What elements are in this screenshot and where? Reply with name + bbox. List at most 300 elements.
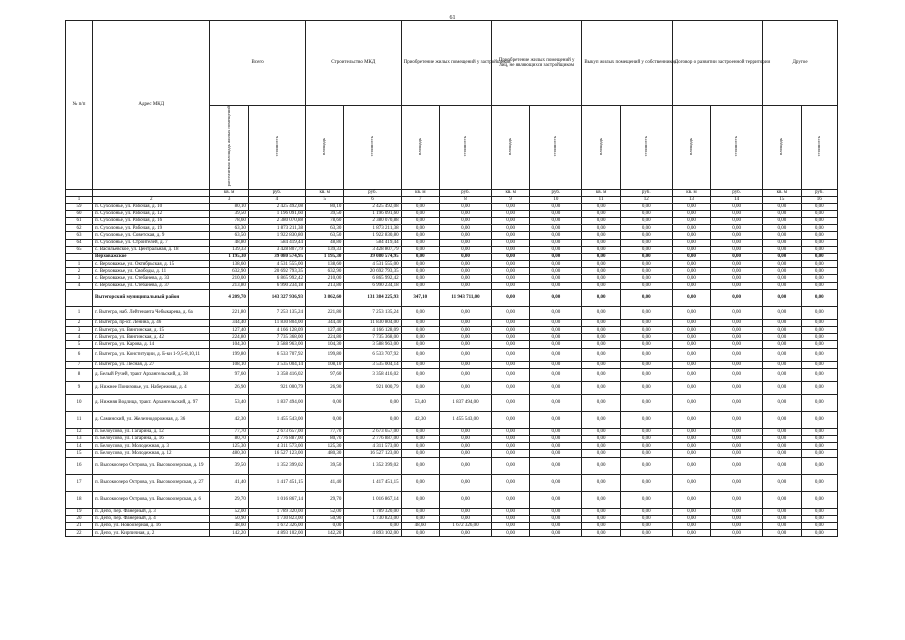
row-value: 0,00 — [530, 435, 582, 442]
row-value: 632,90 — [305, 268, 343, 275]
row-value: 199,80 — [210, 348, 248, 361]
row-value: 0,00 — [401, 435, 439, 442]
row-value: 0,00 — [801, 428, 837, 435]
row-value: 0,00 — [711, 457, 763, 474]
subheader-label: площадь — [597, 137, 603, 155]
table-row — [66, 508, 838, 515]
row-value: 0,00 — [440, 217, 492, 224]
row-value: 0,00 — [530, 217, 582, 224]
row-value: 1 195,30 — [210, 253, 248, 260]
row-value: 1 016 867,14 — [344, 491, 401, 508]
row-value: 0,00 — [763, 474, 801, 491]
row-value: 4 311 573,00 — [248, 443, 305, 450]
row-value: 0,00 — [305, 522, 343, 529]
row-value: 0,00 — [711, 232, 763, 239]
row-value: 0,00 — [530, 253, 582, 260]
row-value: 11 943 711,00 — [440, 289, 492, 306]
row-value: 7 253 135,24 — [344, 306, 401, 319]
row-value: 77,70 — [210, 428, 248, 435]
row-value: 0,00 — [620, 443, 672, 450]
unit-cell: кв. м — [210, 189, 248, 196]
row-value: 0,00 — [672, 428, 710, 435]
row-number: 4 — [66, 334, 93, 341]
row-value: 50,90 — [210, 515, 248, 522]
row-value: 0,00 — [530, 368, 582, 381]
row-value: 2 673 657,00 — [344, 428, 401, 435]
row-value: 1 922 830,80 — [344, 232, 401, 239]
row-value: 0,00 — [440, 334, 492, 341]
row-address: с. Верховажье, ул. Стебанева, д. 37 — [93, 282, 210, 289]
table-row — [66, 515, 838, 522]
row-value: 0,00 — [582, 282, 620, 289]
row-value: 0,00 — [530, 515, 582, 522]
row-number: 1 — [66, 261, 93, 268]
resettlement-table — [65, 20, 838, 537]
row-value: 0,00 — [401, 253, 439, 260]
row-number — [66, 289, 93, 306]
row-value: 0,00 — [344, 411, 401, 428]
subheader-cell — [305, 106, 343, 190]
row-value: 0,00 — [672, 361, 710, 368]
row-value: 78,60 — [305, 217, 343, 224]
row-value: 0,00 — [491, 508, 529, 515]
row-value: 0,00 — [491, 225, 529, 232]
row-value: 3 358 416,02 — [344, 368, 401, 381]
table-row — [66, 450, 838, 457]
row-value: 0,00 — [582, 210, 620, 217]
row-value: 0,00 — [582, 341, 620, 348]
column-number: 1 — [66, 196, 93, 203]
row-value: 29,70 — [305, 491, 343, 508]
row-value: 0,00 — [530, 239, 582, 246]
row-value: 0,00 — [530, 225, 582, 232]
row-number: 59 — [66, 203, 93, 210]
row-value: 0,00 — [440, 306, 492, 319]
row-value: 97,60 — [210, 368, 248, 381]
row-value: 0,00 — [491, 474, 529, 491]
unit-cell: кв. м — [401, 189, 439, 196]
row-value: 0,00 — [491, 253, 529, 260]
subheader-cell — [582, 106, 620, 190]
row-value: 0,00 — [711, 522, 763, 529]
row-value: 6 533 707,92 — [344, 348, 401, 361]
row-value: 0,00 — [763, 253, 801, 260]
row-value: 0,00 — [763, 341, 801, 348]
table-row — [66, 319, 838, 326]
row-value: 0,00 — [530, 450, 582, 457]
row-value: 0,00 — [582, 203, 620, 210]
row-value: 0,00 — [672, 203, 710, 210]
row-value: 0,00 — [620, 268, 672, 275]
row-value: 104,30 — [210, 341, 248, 348]
row-value: 0,00 — [440, 327, 492, 334]
row-value: 127,40 — [210, 327, 248, 334]
row-value: 0,00 — [672, 348, 710, 361]
subheader-cell — [620, 106, 672, 190]
row-address: г. Вытегра, ул. Вянгинская, д. 15 — [93, 327, 210, 334]
row-number: 10 — [66, 394, 93, 411]
row-value: 0,00 — [305, 394, 343, 411]
header-purchase-other — [491, 21, 581, 106]
column-number: 7 — [401, 196, 439, 203]
table-row — [66, 334, 838, 341]
row-address: п. Депо, ул. Кирпичная, д. 2 — [93, 530, 210, 537]
row-value: 0,00 — [582, 450, 620, 457]
unit-cell-empty — [66, 189, 93, 196]
row-value: 0,00 — [491, 261, 529, 268]
row-value: 0,00 — [530, 361, 582, 368]
subheader-label: стоимость — [733, 136, 739, 157]
row-value: 11 830 804,00 — [344, 319, 401, 326]
row-value: 0,00 — [763, 411, 801, 428]
row-value: 0,00 — [491, 217, 529, 224]
row-value: 0,00 — [763, 443, 801, 450]
row-value: 0,00 — [401, 515, 439, 522]
header-construction: Строительство МКД — [305, 21, 401, 106]
row-value: 80,70 — [305, 435, 343, 442]
row-value: 0,00 — [801, 246, 837, 253]
row-value: 1 016 867,14 — [248, 491, 305, 508]
row-value: 0,00 — [582, 217, 620, 224]
row-value: 0,00 — [440, 457, 492, 474]
unit-cell: руб. — [344, 189, 401, 196]
column-number: 15 — [763, 196, 801, 203]
row-value: 1 455 543,00 — [440, 411, 492, 428]
row-value: 584 419,44 — [344, 239, 401, 246]
row-address: с. Верховажье, ул. Свободы, д. 11 — [93, 268, 210, 275]
row-value: 0,00 — [711, 394, 763, 411]
row-value: 0,00 — [620, 530, 672, 537]
row-value: 0,00 — [801, 261, 837, 268]
table-row — [66, 217, 838, 224]
row-value: 0,00 — [440, 491, 492, 508]
row-value: 7 735 368,00 — [248, 334, 305, 341]
row-value: 0,00 — [582, 232, 620, 239]
row-value: 0,00 — [763, 239, 801, 246]
row-value: 0,00 — [401, 491, 439, 508]
row-value: 0,00 — [672, 225, 710, 232]
row-value: 0,00 — [491, 435, 529, 442]
row-value: 0,00 — [440, 239, 492, 246]
table-row — [66, 435, 838, 442]
row-value: 0,00 — [801, 394, 837, 411]
header-redemption: Выкуп жилых помещений у собственников — [582, 21, 672, 106]
row-address: с. Верховажье, ул. Октябрьская, д. 15 — [93, 261, 210, 268]
row-value: 0,00 — [582, 306, 620, 319]
row-value: 224,80 — [210, 334, 248, 341]
subtotal-row — [66, 289, 838, 306]
row-value: 0,00 — [763, 282, 801, 289]
row-value: 0,00 — [711, 508, 763, 515]
row-value: 0,00 — [763, 306, 801, 319]
row-value: 0,00 — [763, 261, 801, 268]
row-value: 0,00 — [582, 348, 620, 361]
table-row — [66, 341, 838, 348]
row-value: 1 195,30 — [305, 253, 343, 260]
row-address: п. Депо, ул. Новоозерная, д. 16 — [93, 522, 210, 529]
row-value: 0,00 — [711, 491, 763, 508]
row-value: 4 311 573,00 — [344, 443, 401, 450]
row-value: 0,00 — [401, 457, 439, 474]
row-value: 0,00 — [491, 306, 529, 319]
row-value: 2 380 070,88 — [248, 217, 305, 224]
row-value: 0,00 — [491, 491, 529, 508]
row-value: 0,00 — [491, 268, 529, 275]
row-value: 0,00 — [801, 361, 837, 368]
row-value: 0,00 — [491, 394, 529, 411]
row-value: 48,60 — [401, 522, 439, 529]
row-value: 0,00 — [491, 334, 529, 341]
row-value: 0,00 — [711, 428, 763, 435]
row-value: 0,00 — [530, 334, 582, 341]
row-value: 0,00 — [491, 341, 529, 348]
row-value: 50,90 — [305, 515, 343, 522]
row-value: 0,00 — [801, 348, 837, 361]
unit-cell: руб. — [440, 189, 492, 196]
row-address: д. Белый Ручей, тракт Архангельский, д. 38 — [93, 368, 210, 381]
row-value: 0,00 — [401, 381, 439, 394]
row-value: 0,00 — [711, 275, 763, 282]
row-value: 2 425 492,08 — [344, 203, 401, 210]
page-number: 61 — [449, 15, 456, 21]
row-value: 0,00 — [401, 508, 439, 515]
row-value: 0,00 — [530, 522, 582, 529]
row-value: 0,00 — [401, 368, 439, 381]
row-value: 0,00 — [491, 515, 529, 522]
unit-cell: кв. м — [763, 189, 801, 196]
row-value: 42,30 — [210, 411, 248, 428]
row-value: 0,00 — [711, 368, 763, 381]
row-value: 0,00 — [801, 334, 837, 341]
row-value: 0,00 — [620, 210, 672, 217]
row-value: 0,00 — [491, 411, 529, 428]
row-number: 15 — [66, 450, 93, 457]
row-value: 0,00 — [672, 474, 710, 491]
row-value: 347,10 — [401, 289, 439, 306]
row-value: 0,00 — [491, 381, 529, 394]
row-value: 1 730 823,00 — [248, 515, 305, 522]
row-value: 0,00 — [440, 435, 492, 442]
row-value: 0,00 — [491, 327, 529, 334]
row-value: 0,00 — [801, 289, 837, 306]
row-value: 0,00 — [711, 341, 763, 348]
row-value: 0,00 — [620, 411, 672, 428]
row-value: 0,00 — [530, 232, 582, 239]
row-value: 11 830 804,00 — [248, 319, 305, 326]
subheader-label: стоимость — [273, 136, 279, 157]
row-value: 0,00 — [672, 239, 710, 246]
row-value: 2 673 657,00 — [248, 428, 305, 435]
row-value: 0,00 — [801, 282, 837, 289]
subheader-cell — [763, 106, 801, 190]
row-value: 0,00 — [530, 348, 582, 361]
row-value: 0,00 — [711, 319, 763, 326]
row-value: 0,00 — [344, 522, 401, 529]
row-value: 6 990 234,18 — [344, 282, 401, 289]
row-value: 0,00 — [440, 450, 492, 457]
row-value: 0,00 — [401, 341, 439, 348]
row-value: 0,00 — [763, 203, 801, 210]
row-value: 0,00 — [440, 530, 492, 537]
row-value: 41,40 — [305, 474, 343, 491]
row-value: 0,00 — [620, 368, 672, 381]
row-value: 0,00 — [763, 334, 801, 341]
row-value: 0,00 — [711, 253, 763, 260]
row-value: 138,60 — [305, 261, 343, 268]
row-value: 0,00 — [763, 232, 801, 239]
row-value: 48,60 — [210, 522, 248, 529]
row-value: 0,00 — [582, 239, 620, 246]
row-value: 0,00 — [440, 225, 492, 232]
row-value: 2 425 492,08 — [248, 203, 305, 210]
row-value: 143 327 936,93 — [248, 289, 305, 306]
row-value: 0,00 — [491, 232, 529, 239]
row-number: 63 — [66, 232, 93, 239]
row-value: 0,00 — [620, 381, 672, 394]
row-value: 0,00 — [763, 457, 801, 474]
row-value: 0,00 — [491, 428, 529, 435]
table-row — [66, 261, 838, 268]
row-value: 0,00 — [711, 306, 763, 319]
row-value: 108,10 — [210, 361, 248, 368]
row-value: 584 419,44 — [248, 239, 305, 246]
row-value: 0,00 — [440, 348, 492, 361]
row-value: 0,00 — [801, 268, 837, 275]
row-value: 16 527 123,00 — [344, 450, 401, 457]
row-value: 0,00 — [672, 522, 710, 529]
row-value: 63,30 — [305, 225, 343, 232]
row-address: п. Высокоозеро Острова, ул. Высокоозерская, д. 19 — [93, 457, 210, 474]
unit-cell: кв. м — [491, 189, 529, 196]
row-number: 8 — [66, 368, 93, 381]
subheader-cell — [248, 106, 305, 190]
row-value: 1 873 211,38 — [344, 225, 401, 232]
row-value: 0,00 — [711, 225, 763, 232]
row-value: 3 588 963,00 — [344, 341, 401, 348]
row-value: 0,00 — [582, 275, 620, 282]
row-value: 0,00 — [491, 246, 529, 253]
row-value: 0,00 — [491, 282, 529, 289]
row-value: 0,00 — [620, 450, 672, 457]
row-value: 0,00 — [672, 217, 710, 224]
row-address: д. Нижнее Понизовье, ул. Набережная, д. 4 — [93, 381, 210, 394]
row-address: п. Сухолонье, ул. Рабочая, д. 16 — [93, 217, 210, 224]
table-row — [66, 268, 838, 275]
row-value: 0,00 — [440, 203, 492, 210]
row-value: 0,00 — [401, 361, 439, 368]
row-value: 0,00 — [530, 282, 582, 289]
row-value: 3 862,60 — [305, 289, 343, 306]
unit-cell: руб. — [530, 189, 582, 196]
row-value: 0,00 — [620, 457, 672, 474]
row-value: 6 865 992,42 — [248, 275, 305, 282]
row-value: 78,60 — [210, 217, 248, 224]
row-value: 480,30 — [210, 450, 248, 457]
row-value: 0,00 — [530, 457, 582, 474]
row-value: 0,00 — [582, 435, 620, 442]
row-value: 0,00 — [620, 239, 672, 246]
row-value: 213,80 — [210, 282, 248, 289]
header-purchase-other-line1: Приобретение жилых помещений у — [498, 57, 575, 63]
row-value: 0,00 — [582, 474, 620, 491]
row-address: п. Белоусово, ул. Гагарина, д. 16 — [93, 435, 210, 442]
row-number — [66, 253, 93, 260]
row-value: 210,00 — [210, 275, 248, 282]
row-value: 0,00 — [401, 282, 439, 289]
table-row — [66, 327, 838, 334]
row-value: 0,00 — [672, 508, 710, 515]
row-value: 0,00 — [672, 232, 710, 239]
row-number: 16 — [66, 457, 93, 474]
row-value: 1 789 320,00 — [248, 508, 305, 515]
row-value: 0,00 — [440, 210, 492, 217]
row-value: 3 535 004,14 — [344, 361, 401, 368]
row-value: 7 253 135,24 — [248, 306, 305, 319]
unit-cell: руб. — [801, 189, 837, 196]
row-value: 221,80 — [305, 306, 343, 319]
row-value: 6 865 992,42 — [344, 275, 401, 282]
row-value: 0,00 — [401, 225, 439, 232]
row-number: 20 — [66, 515, 93, 522]
row-value: 0,00 — [763, 289, 801, 306]
row-value: 0,00 — [582, 522, 620, 529]
row-value: 0,00 — [801, 508, 837, 515]
row-value: 0,00 — [440, 261, 492, 268]
row-value: 0,00 — [711, 239, 763, 246]
row-value: 0,00 — [582, 334, 620, 341]
row-value: 0,00 — [440, 268, 492, 275]
row-value: 0,00 — [763, 361, 801, 368]
row-address: д. Нижняя Водлица, тракт. Архангельский, д. 97 — [93, 394, 210, 411]
column-number: 3 — [210, 196, 248, 203]
header-address: Адрес МКД — [93, 21, 210, 190]
row-value: 104,30 — [305, 341, 343, 348]
row-value: 1 837 494,00 — [248, 394, 305, 411]
row-value: 0,00 — [582, 361, 620, 368]
row-value: 0,00 — [620, 282, 672, 289]
row-number: 61 — [66, 217, 93, 224]
row-value: 0,00 — [620, 361, 672, 368]
row-number: 1 — [66, 306, 93, 319]
row-number: 14 — [66, 443, 93, 450]
row-value: 0,00 — [440, 474, 492, 491]
unit-cell: кв. м — [672, 189, 710, 196]
row-value: 0,00 — [801, 341, 837, 348]
row-value: 0,00 — [711, 217, 763, 224]
row-value: 344,40 — [305, 319, 343, 326]
row-value: 63,50 — [305, 232, 343, 239]
row-value: 632,90 — [210, 268, 248, 275]
header-purchase-other-line2: лиц, не являющихся застройщиком — [499, 63, 575, 68]
row-value: 0,00 — [672, 515, 710, 522]
row-value: 2 776 887,00 — [248, 435, 305, 442]
row-value: 0,00 — [530, 394, 582, 411]
row-value: 0,00 — [440, 341, 492, 348]
row-value: 0,00 — [401, 306, 439, 319]
row-value: 480,30 — [305, 450, 343, 457]
row-value: 0,00 — [530, 210, 582, 217]
row-value: 0,00 — [801, 232, 837, 239]
row-value: 0,00 — [801, 530, 837, 537]
row-value: 0,00 — [491, 289, 529, 306]
row-value: 0,00 — [491, 368, 529, 381]
row-value: 1 352 399,02 — [248, 457, 305, 474]
row-address: Вытегорский муниципальный район — [93, 289, 210, 306]
row-value: 0,00 — [763, 450, 801, 457]
table-row — [66, 232, 838, 239]
row-value: 1 922 830,80 — [248, 232, 305, 239]
row-address: г. Вытегра, ул. Конституции, д. Б-ки 1-9,5-8,10,11 — [93, 348, 210, 361]
